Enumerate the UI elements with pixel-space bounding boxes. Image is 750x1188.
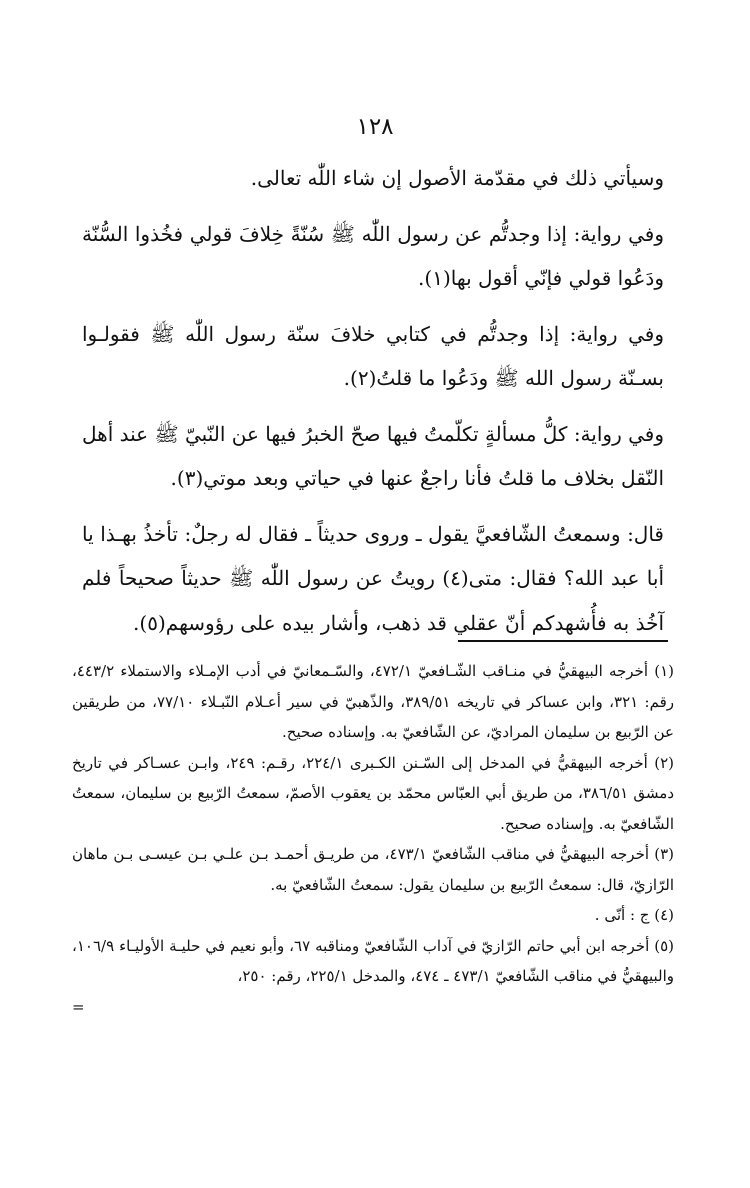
page-number: ١٢٨ xyxy=(356,114,394,140)
footnote: (١) أخرجه البيهقيُّ في منـاقب الشّـافعيّ ٤٧٢/١، والسّـمعانيّ في أدب الإمـلاء والاستملاء ٤٤٣/٢، رقم: ٣٢١، وابن عساكر في تاريخه ٣٨٩/٥١، والذّهبيّ في سير أعـلام النّبـلاء ٧٧/١٠، من طريقين عن الرّبيع بن سليمان المراديّ، عن الشّافعيّ به. وإسناده صحيح. xyxy=(72,662,675,741)
footnote: (٥) أخرجه ابن أبي حاتم الرّازيّ في آداب الشّافعيّ ومناقبه ٦٧، وأبو نعيم في حليـة الأوليـاء ١٠٦/٩، والبيهقيُّ في مناقب الشّافعيّ ٤٧٣/١ ـ ٤٧٤، والمدخل ٢٢٥/١، رقم: ٢٥٠، xyxy=(72,936,674,985)
main-text xyxy=(82,156,664,656)
paragraph: وفي رواية: إذا وجدتُّم عن رسول اللّٰه ﷺ سُنّةً خِلافَ قولي فخُذوا السُّنّة ودَعُوا قولي فإنّي أقول بها(١). xyxy=(82,221,664,290)
paragraph: قال: وسمعتُ الشّافعيَّ يقول ـ وروى حديثاً ـ فقال له رجلٌ: تأخذُ بهـذا يا أبا عبد الله؟ فقال: متى(٤) رويتُ عن رسول اللّٰه ﷺ حديثاً صحيحاً فلم آخُذ به فأُشهدكم أنّ عقلي قد ذهب، وأشار بيده على رؤوسهم(٥). xyxy=(82,521,664,635)
paragraph: وسيأتي ذلك في مقدّمة الأصول إن شاء اللّٰه تعالى. xyxy=(250,166,664,190)
continuation-mark: = xyxy=(72,997,85,1016)
footnote: (٣) أخرجه البيهقيُّ في مناقب الشّافعيّ ٤٧٣/١، من طريـق أحمـد بـن علـي بـن عيسـى بـن ماهان الرّازيّ، قال: سمعتُ الرّبيع بن سليمان يقول: سمعتُ الشّافعيّ به. xyxy=(72,845,674,894)
footnote-divider xyxy=(458,640,668,642)
footnotes xyxy=(72,656,674,1022)
paragraph: وفي رواية: كلُّ مسألةٍ تكلّمتُ فيها صحّ الخبرُ فيها عن النّبيّ ﷺ عند أهل النّقل بخلاف ما قلتُ فأنا راجعٌ عنها في حياتي وبعد موتي(٣). xyxy=(82,421,664,490)
footnote: (٤) ج : أنّى . xyxy=(594,906,674,924)
footnote: (٢) أخرجه البيهقيُّ في المدخل إلى السّـنن الكـبرى ٢٢٤/١، رقـم: ٢٤٩، وابـن عسـاكر في تاريخ دمشق ٣٨٦/٥١، من طريق أبي العبّاس محمّد بن يعقوب الأصمّ، سمعتُ الرّبيع بن سليمان، سمعتُ الشّافعيّ به. وإسناده صحيح. xyxy=(72,753,675,833)
paragraph: وفي رواية: إذا وجدتُّم في كتابي خلافَ سنّة رسول اللّٰه ﷺ فقولـوا بسـنّة رسول الله ﷺ ودَعُوا ما قلتُ(٢). xyxy=(82,321,664,390)
